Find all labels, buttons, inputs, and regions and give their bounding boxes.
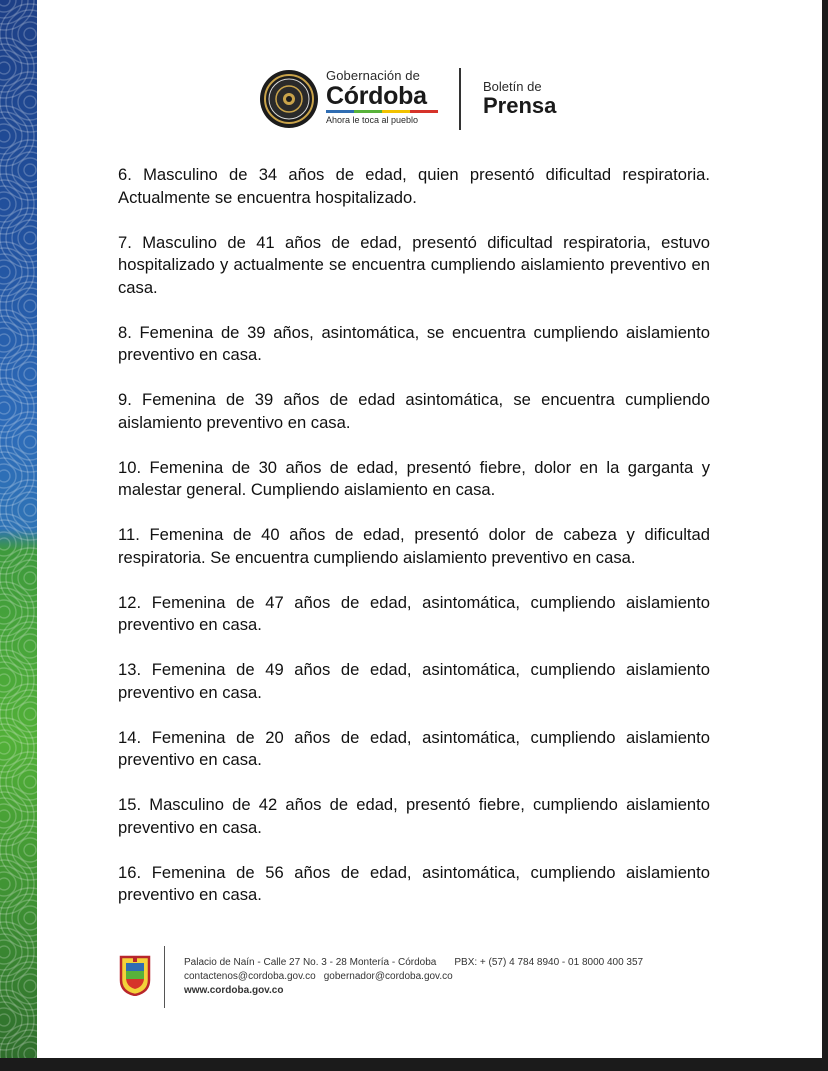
case-item: 14. Femenina de 20 años de edad, asintomática, cumpliendo aislamiento preventivo en casa. (118, 727, 710, 769)
stripe-arc (24, 776, 36, 788)
stripe-arc (24, 640, 36, 652)
stripe-arc (24, 300, 36, 312)
letterhead (259, 66, 579, 130)
case-item: 15. Masculino de 42 años de edad, presentó fiebre, cumpliendo aislamiento preventivo en casa. (118, 795, 710, 837)
header-divider (459, 68, 461, 130)
case-item: 11. Femenina de 40 años de edad, presentó dolor de cabeza y dificultad respiratoria. Se encuentra cumpliendo aislamiento preventivo en casa. (118, 525, 710, 567)
stripe-arc (0, 810, 10, 822)
stripe-arc (0, 946, 10, 958)
stripe-arc (24, 436, 36, 448)
footer-divider (164, 946, 165, 1008)
stripe-arc (0, 878, 10, 890)
case-item: 6. Masculino de 34 años de edad, quien presentó dificultad respiratoria. Actualmente se encuentra hospitalizado. (118, 165, 710, 207)
stripe-arc (0, 606, 10, 618)
stripe-arc (24, 232, 36, 244)
stripe-arc (0, 674, 10, 686)
gov-tagline: Ahora le toca al pueblo (326, 115, 419, 125)
stripe-arc (24, 1048, 36, 1058)
government-brand (326, 68, 446, 125)
brand-color-bar (326, 110, 438, 113)
stripe-arc (24, 504, 36, 516)
cordoba-seal-icon (259, 69, 319, 129)
page-footer (118, 946, 738, 1010)
stripe-arc (0, 1014, 10, 1026)
case-item: 12. Femenina de 47 años de edad, asintomática, cumpliendo aislamiento preventivo en casa. (118, 592, 710, 634)
stripe-arc (0, 198, 10, 210)
case-item: 10. Femenina de 30 años de edad, presentó fiebre, dolor en la garganta y malestar general. Cumpliendo aislamiento en casa. (118, 457, 710, 499)
case-item: 16. Femenina de 56 años de edad, asintomática, cumpliendo aislamiento preventivo en casa. (118, 862, 710, 904)
gov-label: Gobernación de (326, 68, 420, 83)
footer-email-line (184, 971, 453, 982)
gov-name: Córdoba (326, 82, 427, 110)
footer-phone: PBX: + (57) 4 784 8940 - 01 8000 400 357 (454, 957, 644, 968)
stripe-arc (0, 130, 10, 142)
stripe-arc (0, 742, 10, 754)
stripe-arc (0, 402, 10, 414)
bulletin-name: Prensa (483, 93, 557, 118)
stripe-arc (24, 708, 36, 720)
cordoba-crest-icon (118, 954, 152, 996)
case-list (118, 164, 710, 929)
stripe-arc (0, 334, 10, 346)
stripe-arc (0, 62, 10, 74)
case-item: 7. Masculino de 41 años de edad, presentó dificultad respiratoria, estuvo hospitalizado y actualmente se encuentra cumpliendo aislamiento preventivo en casa. (118, 232, 710, 297)
stripe-arc (0, 470, 10, 482)
stripe-arc (24, 368, 36, 380)
stripe-arc (24, 96, 36, 108)
stripe-arc (24, 28, 36, 40)
stripe-arc (24, 572, 36, 584)
stripe-arc (24, 980, 36, 992)
stripe-arc (24, 912, 36, 924)
stripe-arc (0, 266, 10, 278)
decorative-side-stripe (0, 0, 37, 1058)
stripe-arc (0, 0, 10, 6)
case-item: 9. Femenina de 39 años de edad asintomática, se encuentra cumpliendo aislamiento preventivo en casa. (118, 390, 710, 432)
press-bulletin-title (483, 79, 556, 118)
stripe-arc (0, 538, 10, 550)
footer-address-line (184, 957, 643, 968)
footer-email-contact[interactable]: contactenos@cordoba.gov.co (184, 971, 316, 982)
footer-website[interactable]: www.cordoba.gov.co (184, 985, 284, 996)
stripe-arc (24, 164, 36, 176)
footer-address: Palacio de Naín - Calle 27 No. 3 - 28 Montería - Córdoba (184, 957, 437, 968)
footer-email-governor[interactable]: gobernador@cordoba.gov.co (323, 971, 453, 982)
stripe-arc (24, 844, 36, 856)
case-item: 13. Femenina de 49 años de edad, asintomática, cumpliendo aislamiento preventivo en casa. (118, 660, 710, 702)
wave-pattern (0, 0, 37, 1058)
bulletin-label: Boletín de (483, 79, 542, 94)
case-item: 8. Femenina de 39 años, asintomática, se encuentra cumpliendo aislamiento preventivo en casa. (118, 322, 710, 364)
